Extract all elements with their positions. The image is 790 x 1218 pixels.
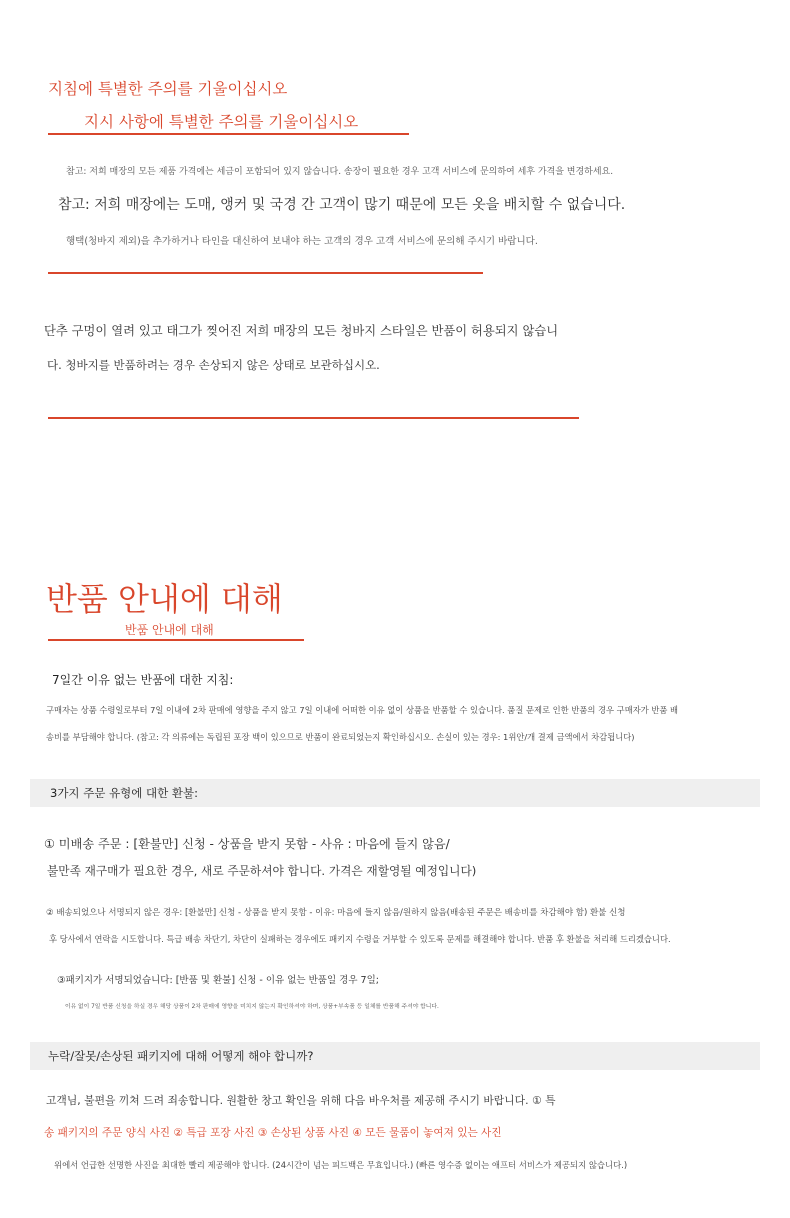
notice-note-tax: 참고: 저희 매장의 모든 제품 가격에는 세금이 포함되어 있지 않습니다. 송장이 필요한 경우 고객 서비스에 문의하여 세후 가격을 변경하세요. [66,167,614,177]
returns-title-underline [48,639,304,641]
refund-case-3-line-1: ③패키지가 서명되었습니다: [반품 및 환불] 신청 - 이유 없는 반품일 경우 7일; [57,975,379,986]
jeans-notice-line-2: 다. 청바지를 반품하려는 경우 손상되지 않은 상태로 보관하십시오. [47,358,380,372]
policy-text-line-2: 송비를 부담해야 합니다. (참고: 각 의류에는 독립된 포장 백이 있으므로 반품이 완료되었는지 확인하십시오. 손실이 있는 경우: 1위안/개 결제 금액에서 차감됩니다) [46,732,635,742]
returns-subtitle: 반품 안내에 대해 [125,623,214,637]
refund-case-2-line-1: ② 배송되었으나 서명되지 않은 경우: [환불만] 신청 - 상품을 받지 못함 - 이유: 마음에 들지 않음/원하지 않음(배송된 주문은 배송비를 차감해야 함) 환불 신청 [46,908,626,918]
jeans-notice-line-1: 단추 구멍이 열려 있고 태그가 찢어진 저희 매장의 모든 청바지 스타일은 반품이 허용되지 않습니 [44,324,559,338]
policy-heading: 7일간 이유 없는 반품에 대한 지침: [52,673,234,687]
refund-heading: 3가지 주문 유형에 대한 환불: [50,786,199,800]
refund-case-2-line-2: 후 당사에서 연락을 시도합니다. 특급 배송 차단기, 차단이 실패하는 경우에도 패키지 수령을 거부할 수 있도록 문제를 해결해야 합니다. 반품 후 환불을 처리해 드리겠습니다. [49,934,671,944]
notice-heading-1: 지침에 특별한 주의를 기울이십시오 [48,80,288,98]
notice-note-hangtag: 행택(청바지 제외)을 추가하거나 타인을 대신하여 보내야 하는 고객의 경우 고객 서비스에 문의해 주시기 바랍니다. [66,236,538,247]
damage-text-line-1: 고객님, 불편을 끼쳐 드려 죄송합니다. 원활한 창고 확인을 위해 다음 바우처를 제공해 주시기 바랍니다. ① 특 [46,1094,556,1107]
damage-heading: 누락/잘못/손상된 패키지에 대해 어떻게 해야 합니까? [48,1049,314,1063]
refund-case-1-line-2: 불만족 재구매가 필요한 경우, 새로 주문하셔야 합니다. 가격은 재할영될 예정입니다) [47,864,477,878]
notice-heading-underline [48,133,409,135]
refund-case-3-line-2: 이유 없이 7일 반품 신청을 하실 경우 해당 상품이 2차 판매에 영향을 미치지 않는지 확인하셔야 하며, 상품+부속품 등 일체를 반품해 주셔야 합니다. [65,1004,439,1010]
notice-heading-2: 지시 사항에 특별한 주의를 기울이십시오 [84,113,359,131]
jeans-divider [48,417,579,419]
returns-title: 반품 안내에 대해 [46,580,283,618]
refund-case-1-line-1: ① 미배송 주문 : [환불만] 신청 - 상품을 받지 못함 - 사유 : 마음에 들지 않음/ [44,837,450,851]
notice-divider [48,272,483,274]
damage-text-line-3: 위에서 언급한 선명한 사진을 최대한 빨리 제공해야 합니다. (24시간이 넘는 피드백은 무효입니다.) (빠른 영수증 없이는 애프터 서비스가 제공되지 않습니다.) [54,1160,628,1170]
policy-text-line-1: 구매자는 상품 수령일로부터 7일 이내에 2차 판매에 영향을 주지 않고 7일 이내에 어떠한 이유 없이 상품을 반품할 수 있습니다. 품질 문제로 인한 반품의 경우 구매자가 반품 배 [46,705,679,715]
notice-note-placement: 참고: 저희 매장에는 도매, 앵커 및 국경 간 고객이 많기 때문에 모든 옷을 배치할 수 없습니다. [58,197,626,213]
damage-text-line-2: 송 패키지의 주문 양식 사진 ② 특급 포장 사진 ③ 손상된 상품 사진 ④ 모든 물품이 놓여져 있는 사진 [44,1127,502,1139]
